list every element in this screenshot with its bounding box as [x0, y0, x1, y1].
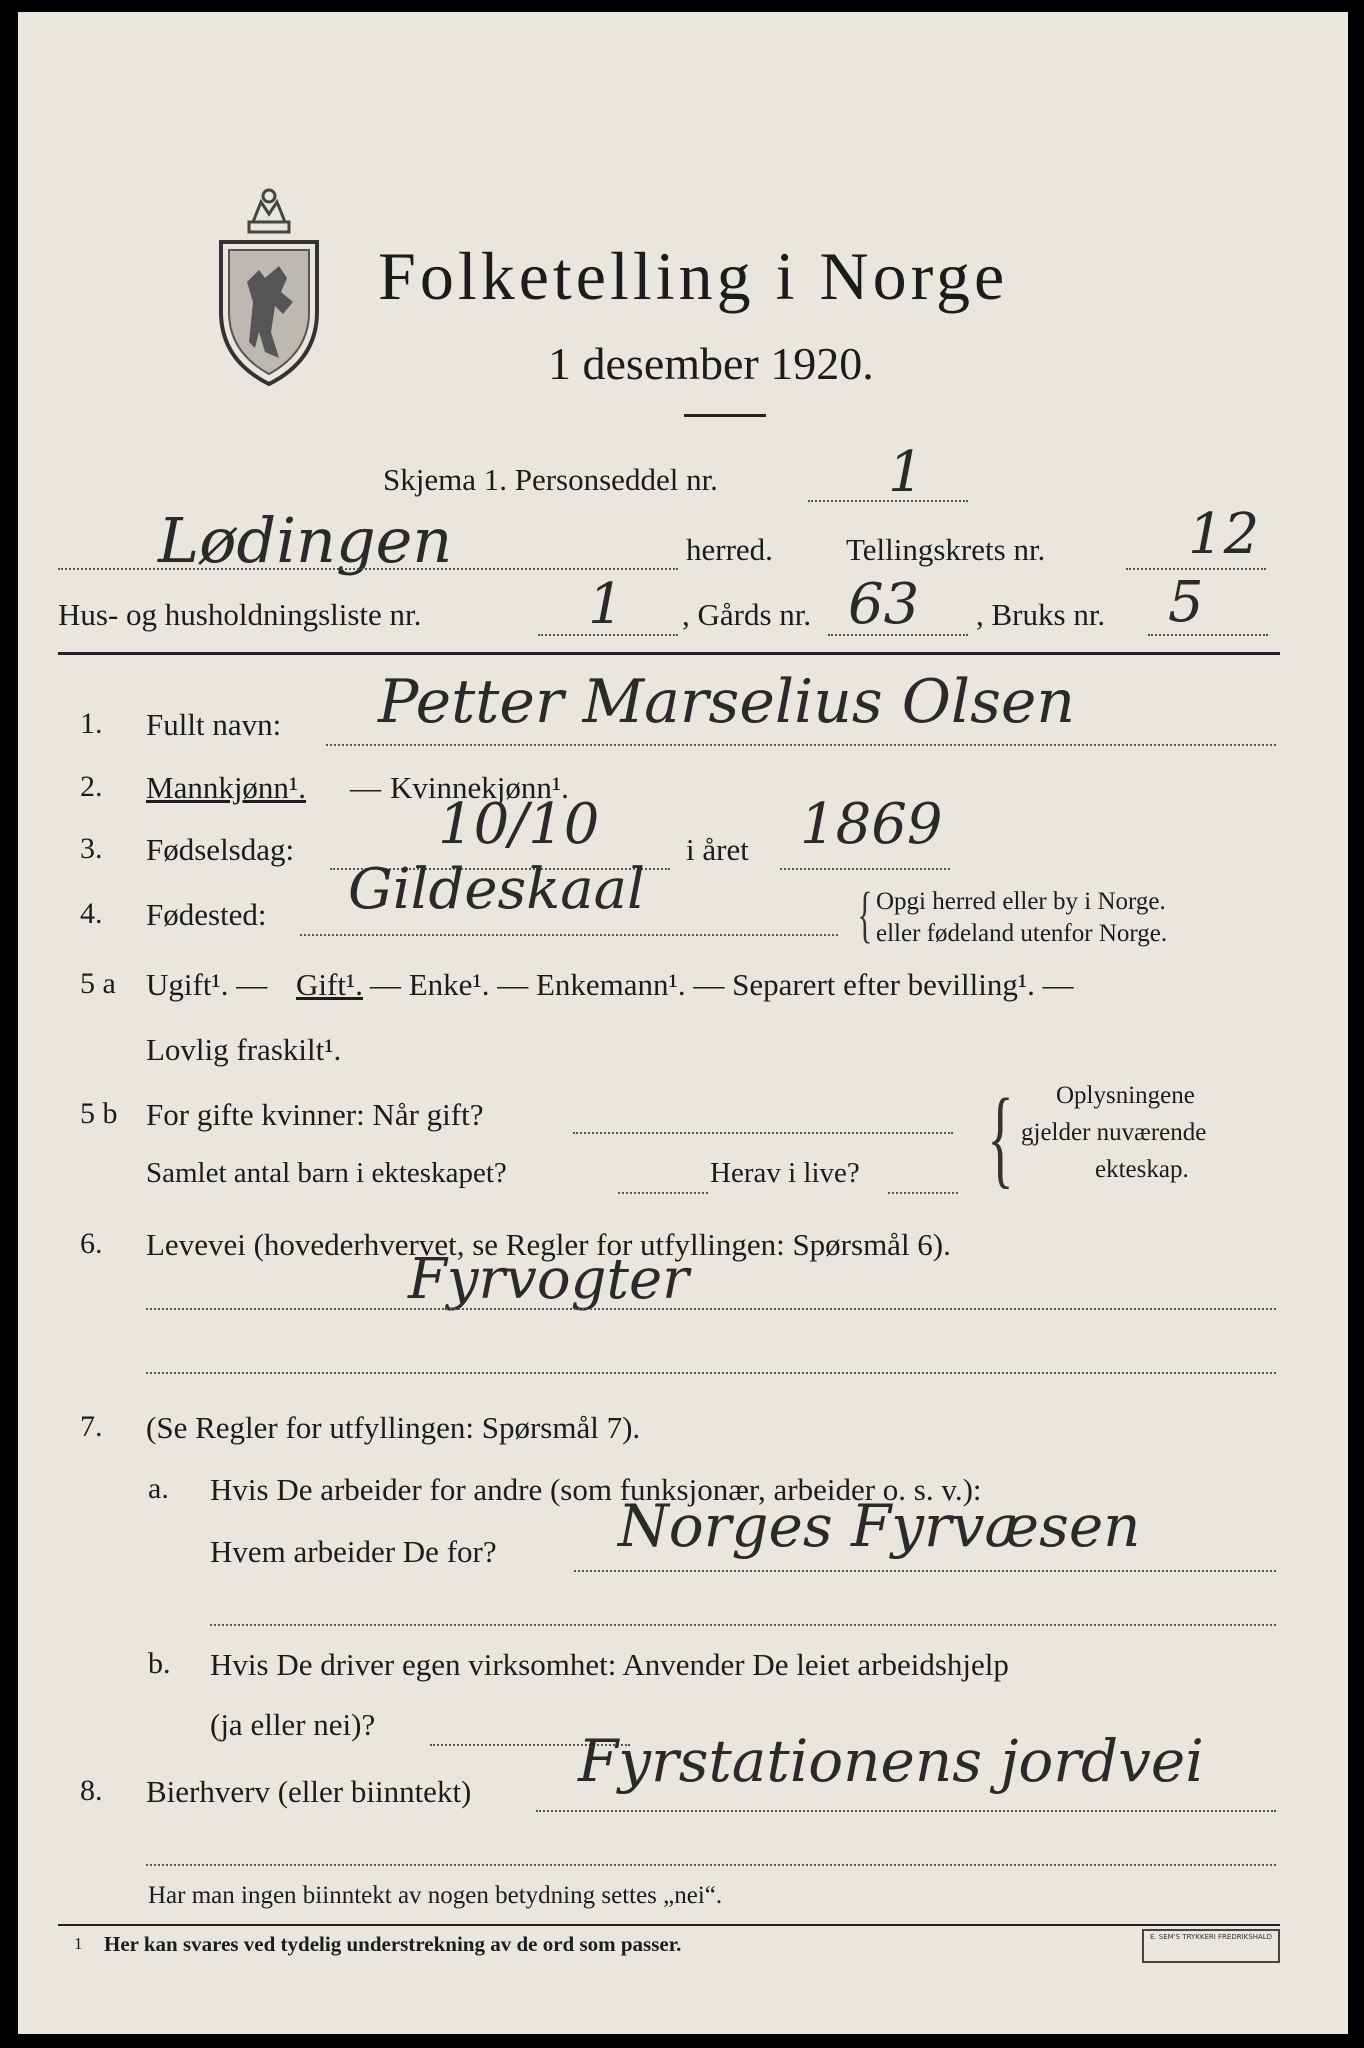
q3-year-line[interactable] [780, 868, 950, 870]
q7a-label: Hvis De arbeider for andre (som funksjonær, arbeider o. s. v.): [210, 1472, 982, 1507]
q5b-note-line1: Oplysningene [1056, 1082, 1195, 1109]
q4-note-line1: Opgi herred eller by i Norge. [876, 888, 1166, 915]
q4-line[interactable] [300, 934, 838, 936]
q4-value: Gildeskaal [348, 857, 645, 922]
q7a-value: Norges Fyrvæsen [618, 1492, 1141, 1560]
q2-male-option[interactable]: Mannkjønn¹. [146, 770, 306, 805]
q7a-line2[interactable] [210, 1624, 1276, 1626]
q6-value: Fyrvogter [408, 1247, 689, 1312]
q7b-letter: b. [148, 1647, 171, 1680]
q1-value: Petter Marselius Olsen [378, 667, 1076, 737]
skjema-label: Skjema 1. Personseddel nr. [383, 462, 718, 497]
husliste-label: Hus- og husholdningsliste nr. [58, 597, 422, 632]
q6-line1[interactable] [146, 1308, 1276, 1310]
q5b-married-line[interactable] [573, 1132, 953, 1134]
q5b-note-line2: gjelder nuværende [1021, 1119, 1207, 1146]
q5a-gift-option[interactable]: Gift¹. [296, 967, 363, 1002]
q5b-number: 5 b [80, 1097, 118, 1130]
q5b-children-label: Samlet antal barn i ekteskapet? [146, 1157, 507, 1189]
q2-separator: — [350, 770, 381, 805]
printer-stamp [1142, 1929, 1280, 1963]
printer-stamp-text: E. SEM'S TRYKKERI FREDRIKSHALD [1149, 1933, 1273, 1941]
header-divider [58, 652, 1280, 655]
footer-note: Har man ingen biinntekt av nogen betydning settes „nei“. [148, 1882, 723, 1909]
tellingskrets-value: 12 [1188, 502, 1260, 567]
footnote-text: Her kan svares ved tydelig understrekning av de ord som passer. [104, 1932, 682, 1956]
q5b-note-line3: ekteskap. [1095, 1156, 1189, 1183]
footnote-mark: 1 [74, 1934, 83, 1953]
q1-line[interactable] [326, 744, 1276, 746]
bruks-label: , Bruks nr. [976, 597, 1106, 632]
q3-year-label: i året [686, 832, 749, 867]
bruks-value: 5 [1168, 570, 1204, 635]
gaards-value: 63 [848, 572, 920, 637]
q5a-other-options[interactable]: — Enke¹. — Enkemann¹. — Separert efter bevilling¹. — [370, 967, 1074, 1002]
q3-year-value: 1869 [800, 792, 943, 857]
q8-number: 8. [80, 1774, 103, 1807]
q1-label: Fullt navn: [146, 707, 282, 742]
coat-of-arms-icon [213, 182, 325, 392]
census-date: 1 desember 1920. [548, 338, 874, 389]
q5b-alive-line[interactable] [888, 1192, 958, 1194]
q5b-brace: { [987, 1076, 1014, 1198]
q3-value: 10/10 [438, 792, 600, 857]
herred-value: Lødingen [158, 504, 453, 577]
q8-value: Fyrstationens jordvei [578, 1727, 1204, 1795]
footer-divider [58, 1924, 1280, 1926]
q2-female-option[interactable]: Kvinnekjønn¹. [390, 770, 569, 805]
census-form-page [18, 12, 1348, 2034]
q7-label: (Se Regler for utfyllingen: Spørsmål 7). [146, 1410, 641, 1445]
q6-label: Levevei (hovederhvervet, se Regler for utfyllingen: Spørsmål 6). [146, 1227, 951, 1262]
q2-number: 2. [80, 770, 103, 803]
title-divider [684, 414, 766, 417]
q5b-alive-label: Herav i live? [710, 1157, 860, 1189]
q7b-answer-label: (ja eller nei)? [210, 1707, 376, 1742]
q4-number: 4. [80, 897, 103, 930]
husliste-value: 1 [588, 572, 624, 637]
q7b-label: Hvis De driver egen virksomhet: Anvender De leiet arbeidshjelp [210, 1647, 1009, 1682]
herred-line[interactable] [58, 568, 678, 570]
q8-label: Bierhverv (eller biinntekt) [146, 1774, 472, 1809]
personseddel-value: 1 [888, 440, 924, 505]
q8-line[interactable] [536, 1810, 1276, 1812]
q7a-employer-line[interactable] [574, 1570, 1276, 1572]
q3-number: 3. [80, 832, 103, 865]
q1-number: 1. [80, 707, 103, 740]
q5b-label: For gifte kvinner: Når gift? [146, 1097, 484, 1132]
q5a-ugift-option[interactable]: Ugift¹. — [146, 967, 268, 1002]
herred-label: herred. [686, 532, 773, 567]
q6-line2[interactable] [146, 1372, 1276, 1374]
q6-number: 6. [80, 1227, 103, 1260]
form-title: Folketelling i Norge [378, 238, 1009, 314]
q5a-fraskilt-option[interactable]: Lovlig fraskilt¹. [146, 1032, 342, 1067]
q5a-number: 5 a [80, 967, 116, 1000]
q7a-employer-label: Hvem arbeider De for? [210, 1534, 497, 1569]
q4-brace: { [857, 881, 873, 949]
q7a-letter: a. [148, 1472, 169, 1505]
q4-note-line2: eller fødeland utenfor Norge. [876, 920, 1168, 947]
q3-label: Fødselsdag: [146, 832, 295, 867]
q7-number: 7. [80, 1410, 103, 1443]
q8-line2[interactable] [146, 1864, 1276, 1866]
gaards-label: , Gårds nr. [682, 597, 812, 632]
tellingskrets-label: Tellingskrets nr. [846, 532, 1046, 567]
bruks-line[interactable] [1148, 634, 1268, 636]
q5b-children-line[interactable] [618, 1192, 708, 1194]
q4-label: Fødested: [146, 897, 267, 932]
